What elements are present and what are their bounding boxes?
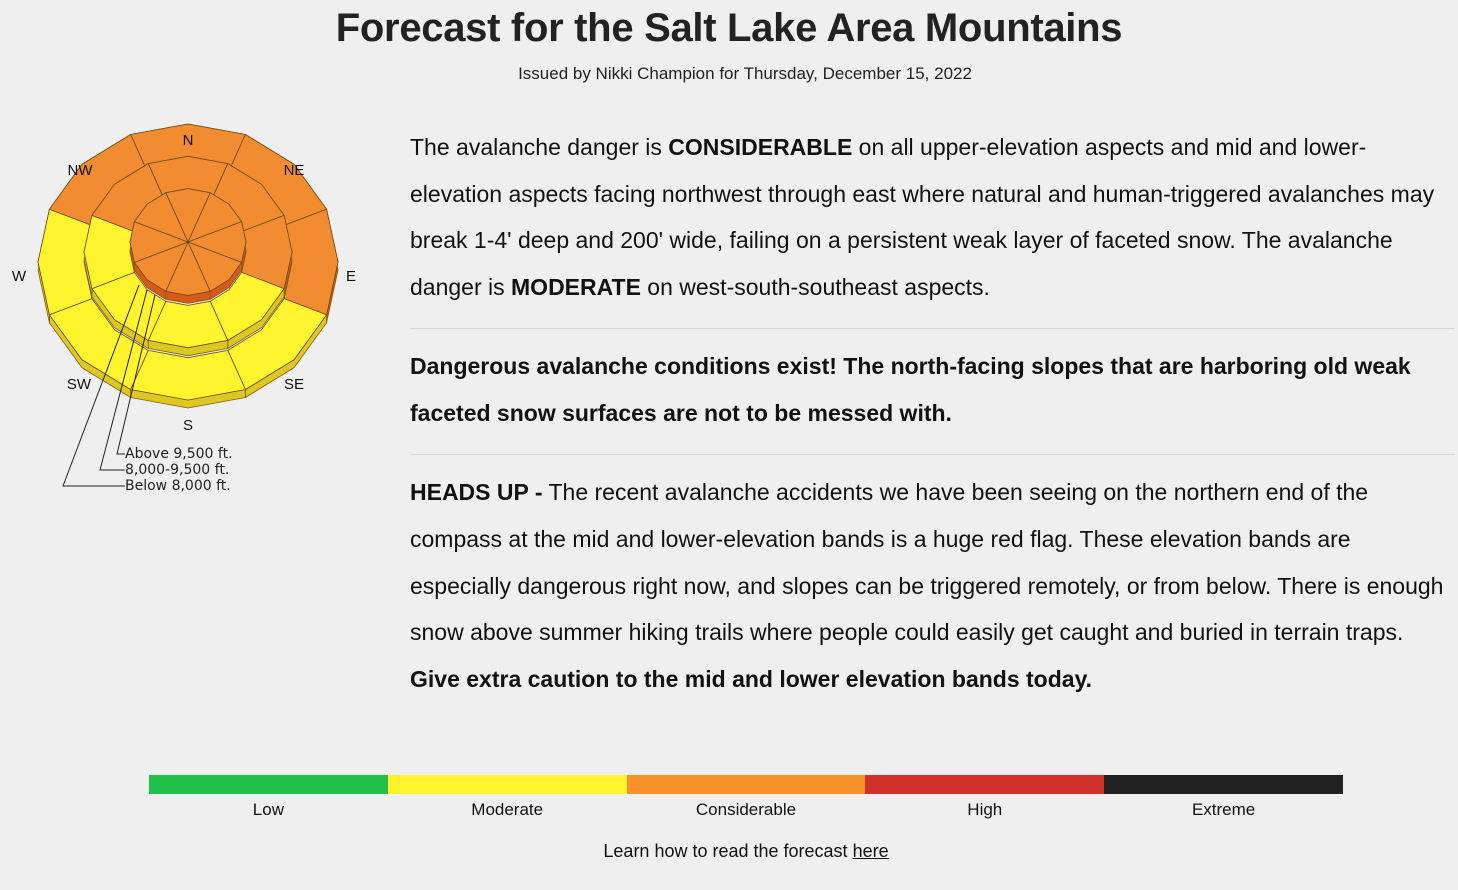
danger-scale-extreme-label: Extreme [1191,800,1256,819]
rose-dir-sw: SW [66,376,92,393]
danger-scale-moderate-bar [388,775,627,794]
rose-dir-e: E [345,268,357,285]
rose-lower-e [284,209,338,315]
divider [410,454,1455,455]
issued-by: Issued by Nikki Champion for Thursday, December 15, 2022 [518,64,972,83]
page-title: Forecast for the Salt Lake Area Mountains [335,6,1123,50]
danger-scale-low-label: Low [252,800,284,819]
danger-scale-high-bar [865,775,1104,794]
danger-scale-considerable-label: Considerable [695,800,797,819]
bottom-line [410,120,1455,703]
rose-dir-s: S [182,417,194,434]
danger-scale-high-label: High [967,800,1003,819]
rose-dir-n: N [182,132,194,149]
danger-scale-moderate-label: Moderate [471,800,544,819]
rose-lower-w [38,209,92,315]
learn-forecast [0,841,1458,862]
rose-dir-ne: NE [283,162,305,179]
divider [410,328,1455,329]
danger-warning: Dangerous avalanche conditions exist! The north-facing slopes that are harboring old weak faceted snow surfaces are not to be messed with. [410,352,1411,426]
elevation-label-mid: 8,000-9,500 ft. [125,462,230,478]
danger-summary: The avalanche danger is CONSIDERABLE on all upper-elevation aspects and mid and lower-elevation aspects facing northwest through east where natural and human-triggered avalanches may break 1-4' deep and 200' wide, failing on a persistent weak layer of faceted snow. The avalanche danger is MODERATE on west-south-southeast aspects. [410,134,1435,301]
rose-dir-se: SE [283,376,305,393]
elevation-label-lower: Below 8,000 ft. [125,478,231,494]
danger-scale-extreme-bar [1104,775,1343,794]
danger-scale [149,775,1343,820]
learn-forecast-link[interactable]: here [852,841,889,861]
danger-scale-low-bar [149,775,388,794]
rose-lower-s [131,350,246,400]
elevation-label-upper: Above 9,500 ft. [125,446,233,462]
danger-rose [0,120,400,510]
heads-up: HEADS UP - The recent avalanche accidents we have been seeing on the northern end of the compass at the mid and lower-elevation bands is a huge red flag. These elevation bands are especially dangerous right now, and slopes can be triggered remotely, or from below. There is enough snow above summer hiking trails where people could easily get caught and buried in terrain traps. Give extra caution to the mid and lower elevation bands today. [410,479,1444,693]
learn-forecast-text: Learn how to read the forecast [603,841,853,861]
danger-scale-considerable-bar [627,775,866,794]
rose-dir-nw: NW [67,162,93,179]
rose-dir-w: W [11,268,27,285]
